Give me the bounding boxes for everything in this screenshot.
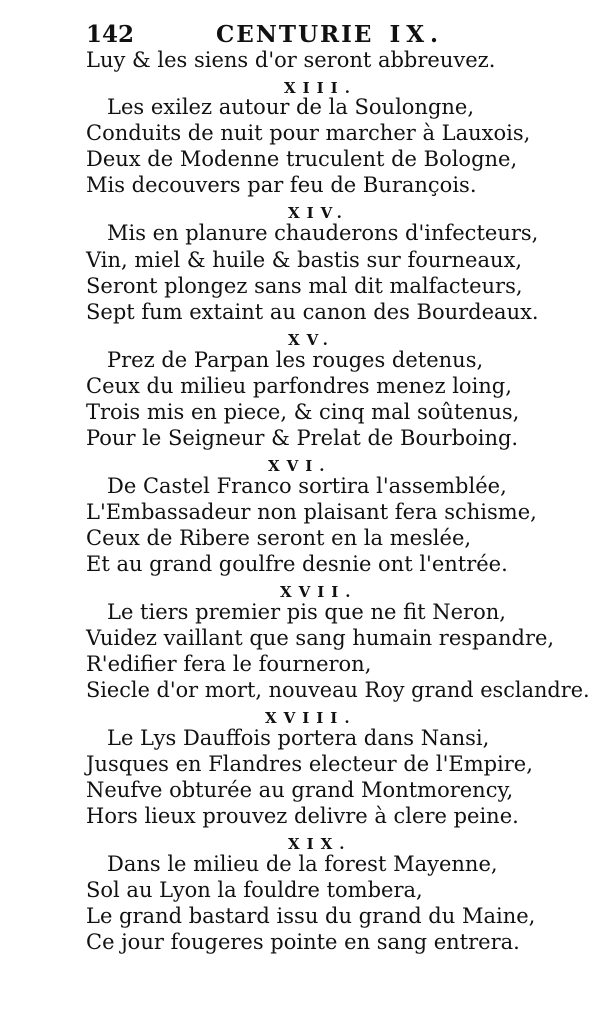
verse-line: Dans le milieu de la forest Mayenne, xyxy=(107,852,498,876)
verse-line: Vin, miel & huile & bastis sur fourneaux, xyxy=(86,248,523,272)
verse-line: Trois mis en piece, & cinq mal soûtenus, xyxy=(86,400,520,424)
verse-line: Sept fum extaint au canon des Bourdeaux. xyxy=(86,300,539,324)
verse-line: Le grand bastard issu du grand du Maine, xyxy=(86,904,536,928)
verse-line: Ceux de Ribere seront en la meslée, xyxy=(86,526,472,550)
verse-line: Sol au Lyon la fouldre tombera, xyxy=(86,878,423,902)
running-head-title: CENTURIE xyxy=(216,21,374,48)
verse-line: Le tiers premier pis que ne fit Neron, xyxy=(107,600,506,624)
verse-line: Prez de Parpan les rouges detenus, xyxy=(107,348,484,372)
verse-line: Siecle d'or mort, nouveau Roy grand esclandre. xyxy=(86,678,590,702)
quatrain-numeral: XVI. xyxy=(268,457,332,475)
page-header xyxy=(86,20,546,50)
verse-line: Le Lys Dauffois portera dans Nansi, xyxy=(107,726,490,750)
verse-line: Et au grand goulfre desnie ont l'entrée. xyxy=(86,552,508,576)
verse-line: Ce jour fougeres pointe en sang entrera. xyxy=(86,930,520,954)
verse-line: Neufve obturée au grand Montmorency, xyxy=(86,778,514,802)
verse-line: Ceux du milieu parfondres menez loing, xyxy=(86,374,512,398)
verse-line: R'edifier fera le fourneron, xyxy=(86,652,372,676)
page-number: 142 xyxy=(86,21,135,48)
verse-line: De Castel Franco sortira l'assemblée, xyxy=(107,474,507,498)
verse-line: Mis decouvers par feu de Burançois. xyxy=(86,173,477,197)
verse-line: Seront plongez sans mal dit malfacteurs, xyxy=(86,274,523,298)
quatrain-numeral: XIX. xyxy=(288,835,352,853)
verse-line: Les exilez autour de la Soulongne, xyxy=(107,95,475,119)
verse-line: Deux de Modenne truculent de Bologne, xyxy=(86,147,518,171)
verse-line: Pour le Seigneur & Prelat de Bourboing. xyxy=(86,426,519,450)
verse-line: Vuidez vaillant que sang humain respandre, xyxy=(86,626,555,650)
verse-line: Conduits de nuit pour marcher à Lauxois, xyxy=(86,121,531,145)
verse-line: L'Embassadeur non plaisant fera schisme, xyxy=(86,500,537,524)
quatrain-numeral: XV. xyxy=(288,331,335,349)
quatrain-numeral: XVII. xyxy=(280,583,358,601)
quatrain-numeral: XIII. xyxy=(284,79,357,97)
verse-line: Mis en planure chauderons d'infecteurs, xyxy=(107,221,539,245)
running-head xyxy=(216,20,444,50)
quatrain-numeral: XIV. xyxy=(288,204,349,222)
quatrain-numeral: XVIII. xyxy=(265,709,357,727)
running-head-volume: IX. xyxy=(389,21,445,48)
continued-verse-line: Luy & les siens d'or seront abbreuvez. xyxy=(86,48,496,72)
verse-line: Jusques en Flandres electeur de l'Empire, xyxy=(86,752,533,776)
verse-line: Hors lieux prouvez delivre à clere peine. xyxy=(86,804,519,828)
